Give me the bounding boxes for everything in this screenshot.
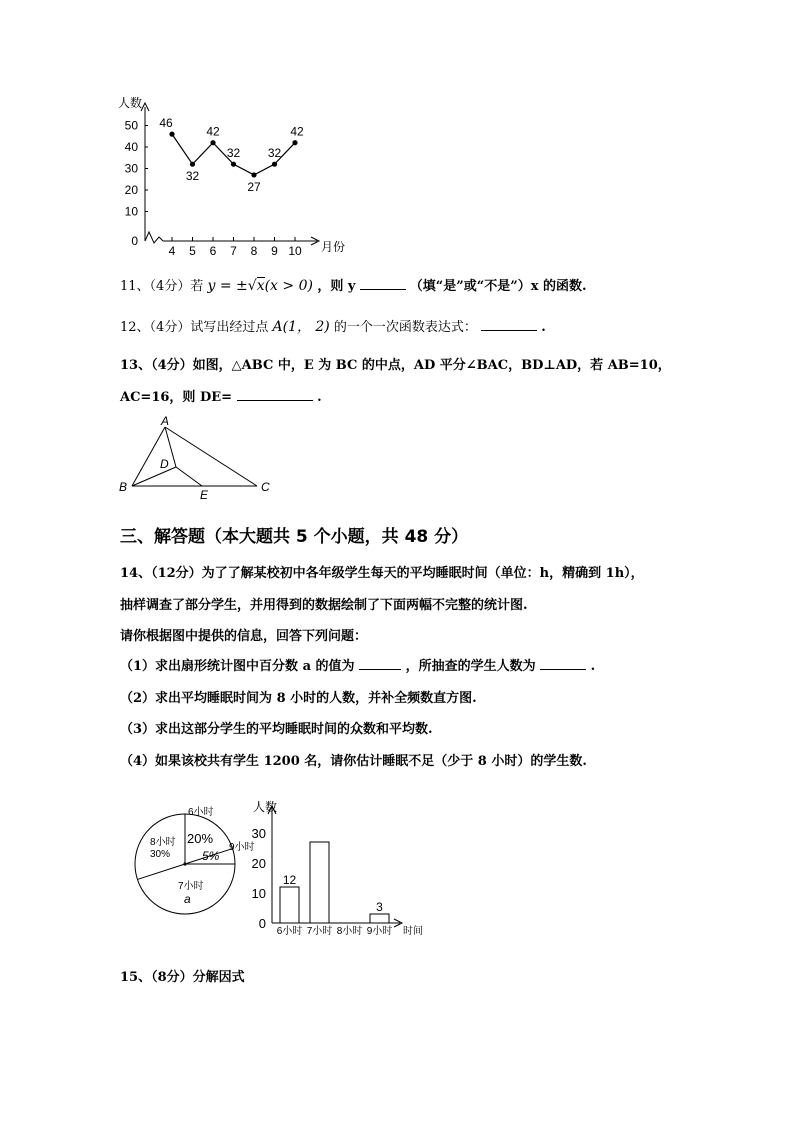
- q11-formula-cond: (x > 0): [264, 278, 313, 294]
- q14-line1: 14、（12分）为了了解某校初中各年级学生每天的平均睡眠时间（单位：h，精确到 1h），: [120, 566, 644, 581]
- data-label: 46: [159, 116, 173, 131]
- y-axis-label: 人数: [118, 96, 143, 110]
- data-point: [272, 162, 277, 167]
- q14-sub1-prefix: （1）求出扇形统计图中百分数 a 的值为: [120, 659, 355, 674]
- q14-sub1-blank-total[interactable]: [540, 657, 586, 670]
- data-point: [210, 140, 215, 145]
- bar-0: [280, 887, 299, 923]
- label-b: B: [119, 480, 128, 494]
- q15-text: 15、（8分）分解因式: [120, 970, 245, 985]
- label-a: A: [161, 414, 170, 428]
- question-13-line1: 13、（4分）如图，△ABC 中，E 为 BC 的中点，AD 平分∠BAC，BD⊥AD，若 AB=10，: [120, 358, 671, 373]
- q14-sub4: （4）如果该校共有学生 1200 名，请你估计睡眠不足（少于 8 小时）的学生数.: [120, 754, 587, 769]
- y-tick-label: 0: [258, 916, 266, 931]
- q14-sub3: （3）求出这部分学生的平均睡眠时间的众数和平均数.: [120, 722, 433, 737]
- question-13-line2: [120, 386, 322, 405]
- pie-center: [183, 862, 186, 865]
- bar-1: [310, 842, 329, 923]
- q13-line2-end: .: [317, 390, 322, 405]
- y-tick-label: 10: [124, 204, 138, 219]
- x-tick-label: 8: [250, 244, 258, 258]
- y-tick-label: 50: [124, 118, 138, 133]
- bar-chart: [245, 795, 435, 940]
- label-e: E: [200, 488, 209, 501]
- bar-data-label: 3: [376, 900, 383, 914]
- x-tick-label: 9: [271, 244, 278, 258]
- pie-label-9h: 9小时: [229, 842, 255, 853]
- side-ac: [165, 427, 257, 486]
- x-tick-label: 5: [189, 244, 196, 258]
- x-tick-label: 9小时: [366, 926, 393, 937]
- q11-suffix: （填“是”或“不是”）x 的函数.: [409, 279, 587, 294]
- section-3-title: 三、解答题（本大题共 5 个小题，共 48 分）: [120, 527, 469, 547]
- q11-prefix: 11、（4分）若: [120, 279, 204, 294]
- bar-data-label: 12: [282, 873, 297, 887]
- data-label: 27: [247, 179, 261, 194]
- segment-bd: [132, 467, 176, 486]
- q12-prefix: 12、（4分）试写出经过点: [120, 320, 269, 335]
- pie-value-8h: 30%: [150, 849, 171, 860]
- x-tick-label: 7小时: [306, 926, 333, 937]
- data-label: 32: [185, 169, 200, 184]
- question-12: [120, 316, 546, 336]
- y-tick-label: 30: [251, 826, 266, 841]
- q13-line2-prefix: AC=16，则 DE=: [120, 390, 233, 405]
- segment-de: [176, 467, 202, 486]
- q14-sub1: [120, 655, 595, 674]
- y-tick-label: 20: [124, 183, 138, 197]
- pie-label-7h: 7小时: [178, 881, 204, 892]
- x-tick-label: 10: [288, 244, 302, 258]
- q14-sub1-blank-a[interactable]: [359, 657, 401, 670]
- y-tick-label: 0: [131, 234, 138, 248]
- label-c: C: [261, 480, 270, 494]
- data-point: [292, 140, 297, 145]
- x-axis-label: 月份: [321, 240, 346, 254]
- data-label: 32: [267, 146, 282, 161]
- q14-line3: 请你根据图中提供的信息，回答下列问题：: [120, 629, 368, 644]
- q12-mid: 的一个一次函数表达式：: [333, 320, 477, 335]
- y-axis-label: 人数: [253, 800, 278, 814]
- q11-formula-y: y: [207, 278, 216, 294]
- x-tick-label: 4: [168, 244, 176, 258]
- data-label: 32: [226, 146, 241, 161]
- q12-end: .: [541, 320, 546, 335]
- bar-3: [370, 914, 389, 923]
- data-label: 42: [206, 124, 220, 139]
- question-11: [120, 275, 587, 294]
- q11-formula: [207, 277, 317, 294]
- q14-sub1-end: .: [590, 659, 596, 674]
- q14-sub1-mid: ，所抽查的学生人数为: [405, 659, 536, 674]
- x-tick-label: 7: [230, 244, 237, 258]
- data-point: [169, 132, 174, 137]
- x-axis-label: 时间: [403, 926, 423, 937]
- q12-answer-blank[interactable]: [481, 318, 537, 331]
- pie-label-8h: 8小时: [150, 837, 176, 848]
- data-label: 42: [290, 124, 304, 139]
- data-point: [190, 162, 195, 167]
- q11-formula-eq: = ±: [215, 278, 248, 294]
- sqrt-icon: √: [247, 278, 257, 294]
- q14-sub2: （2）求出平均睡眠时间为 8 小时的人数，并补全频数直方图.: [120, 691, 477, 706]
- x-tick-label: 8小时: [336, 926, 363, 937]
- y-tick-label: 20: [251, 856, 266, 871]
- y-tick-label: 10: [251, 886, 266, 901]
- y-tick-label: 40: [124, 140, 138, 154]
- q12-point: A(1， 2): [272, 319, 330, 335]
- pie-value-6h: 20%: [187, 831, 214, 846]
- y-tick-label: 30: [124, 161, 138, 176]
- data-point: [251, 172, 256, 177]
- q11-mid: ，则 y: [317, 279, 356, 294]
- data-point: [231, 162, 236, 167]
- pie-label-6h: 6小时: [188, 807, 214, 818]
- axis-break-icon: [145, 232, 163, 243]
- line-chart: [110, 95, 360, 260]
- q13-answer-blank[interactable]: [237, 388, 313, 401]
- q11-formula-x: x: [256, 278, 265, 294]
- q11-answer-blank[interactable]: [360, 277, 406, 290]
- label-d: D: [160, 457, 169, 471]
- x-tick-label: 6: [209, 244, 217, 258]
- x-tick-label: 6小时: [276, 926, 303, 937]
- q14-line2: 抽样调查了部分学生，并用得到的数据绘制了下面两幅不完整的统计图.: [120, 598, 528, 613]
- pie-value-7h: a: [184, 892, 191, 906]
- pie-value-9h: 5%: [202, 849, 220, 863]
- pie-chart: [130, 800, 260, 920]
- triangle-figure: [112, 413, 282, 501]
